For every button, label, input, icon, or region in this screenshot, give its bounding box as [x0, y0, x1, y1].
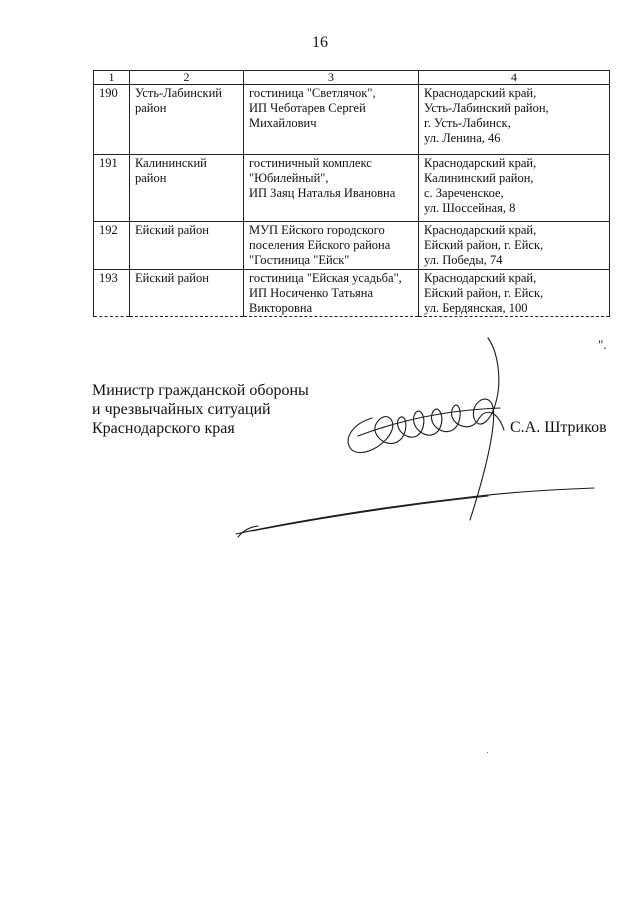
district-cell	[130, 155, 244, 222]
address-line: Краснодарский край,	[424, 156, 537, 170]
row-number: 192	[94, 222, 130, 270]
table-row	[94, 270, 610, 317]
district-cell	[130, 85, 244, 155]
facility-cell	[244, 222, 419, 270]
facility-line: "Гостиница "Ейск"	[249, 253, 350, 267]
facility-cell	[244, 85, 419, 155]
address-cell	[419, 155, 610, 222]
address-line: ул. Шоссейная, 8	[424, 201, 516, 215]
facility-line: ИП Заяц Наталья Ивановна	[249, 186, 396, 200]
table-row	[94, 155, 610, 222]
row-number: 193	[94, 270, 130, 317]
district-cell	[130, 270, 244, 317]
address-line: Ейский район, г. Ейск,	[424, 286, 544, 300]
position-line: Краснодарского края	[92, 420, 235, 437]
district-line: Калининский	[135, 156, 207, 170]
address-line: ул. Победы, 74	[424, 253, 503, 267]
signatory-position	[92, 381, 309, 438]
address-cell	[419, 85, 610, 155]
facility-line: МУП Ейского городского	[249, 223, 385, 237]
facility-line: поселения Ейского района	[249, 238, 391, 252]
district-line: район	[135, 101, 167, 115]
address-line: Краснодарский край,	[424, 271, 537, 285]
address-line: г. Усть-Лабинск,	[424, 116, 511, 130]
register-table	[93, 70, 610, 317]
address-line: Ейский район, г. Ейск,	[424, 238, 544, 252]
facility-cell	[244, 155, 419, 222]
district-cell	[130, 222, 244, 270]
row-number: 190	[94, 85, 130, 155]
facility-line: гостиничный комплекс	[249, 156, 372, 170]
facility-line: Михайлович	[249, 116, 317, 130]
address-cell	[419, 270, 610, 317]
address-line: ул. Ленина, 46	[424, 131, 501, 145]
header-col-2: 2	[130, 71, 244, 85]
closing-quote: ".	[598, 337, 607, 352]
address-line: Калининский район,	[424, 171, 534, 185]
facility-line: Викторовна	[249, 301, 313, 315]
address-line: Краснодарский край,	[424, 223, 537, 237]
scan-speck	[487, 752, 488, 753]
position-line: Министр гражданской обороны	[92, 382, 309, 399]
district-line: Ейский район	[135, 271, 209, 285]
address-line: с. Зареченское,	[424, 186, 504, 200]
facility-cell	[244, 270, 419, 317]
address-cell	[419, 222, 610, 270]
facility-line: ИП Чеботарев Сергей	[249, 101, 366, 115]
table-row	[94, 85, 610, 155]
district-line: Усть-Лабинский	[135, 86, 222, 100]
page-number: 16	[312, 34, 328, 51]
facility-line: ИП Носиченко Татьяна	[249, 286, 374, 300]
header-col-3: 3	[244, 71, 419, 85]
table-row	[94, 222, 610, 270]
address-line: ул. Бердянская, 100	[424, 301, 528, 315]
header-col-4: 4	[419, 71, 610, 85]
address-line: Краснодарский край,	[424, 86, 537, 100]
header-col-1: 1	[94, 71, 130, 85]
table-header-row	[94, 71, 610, 85]
facility-line: гостиница "Ейская усадьба",	[249, 271, 402, 285]
district-line: Ейский район	[135, 223, 209, 237]
facility-line: гостиница "Светлячок",	[249, 86, 376, 100]
signer-name: С.А. Штриков	[510, 419, 607, 436]
row-number: 191	[94, 155, 130, 222]
address-line: Усть-Лабинский район,	[424, 101, 549, 115]
position-line: и чрезвычайных ситуаций	[92, 401, 271, 418]
district-line: район	[135, 171, 167, 185]
facility-line: "Юбилейный",	[249, 171, 329, 185]
